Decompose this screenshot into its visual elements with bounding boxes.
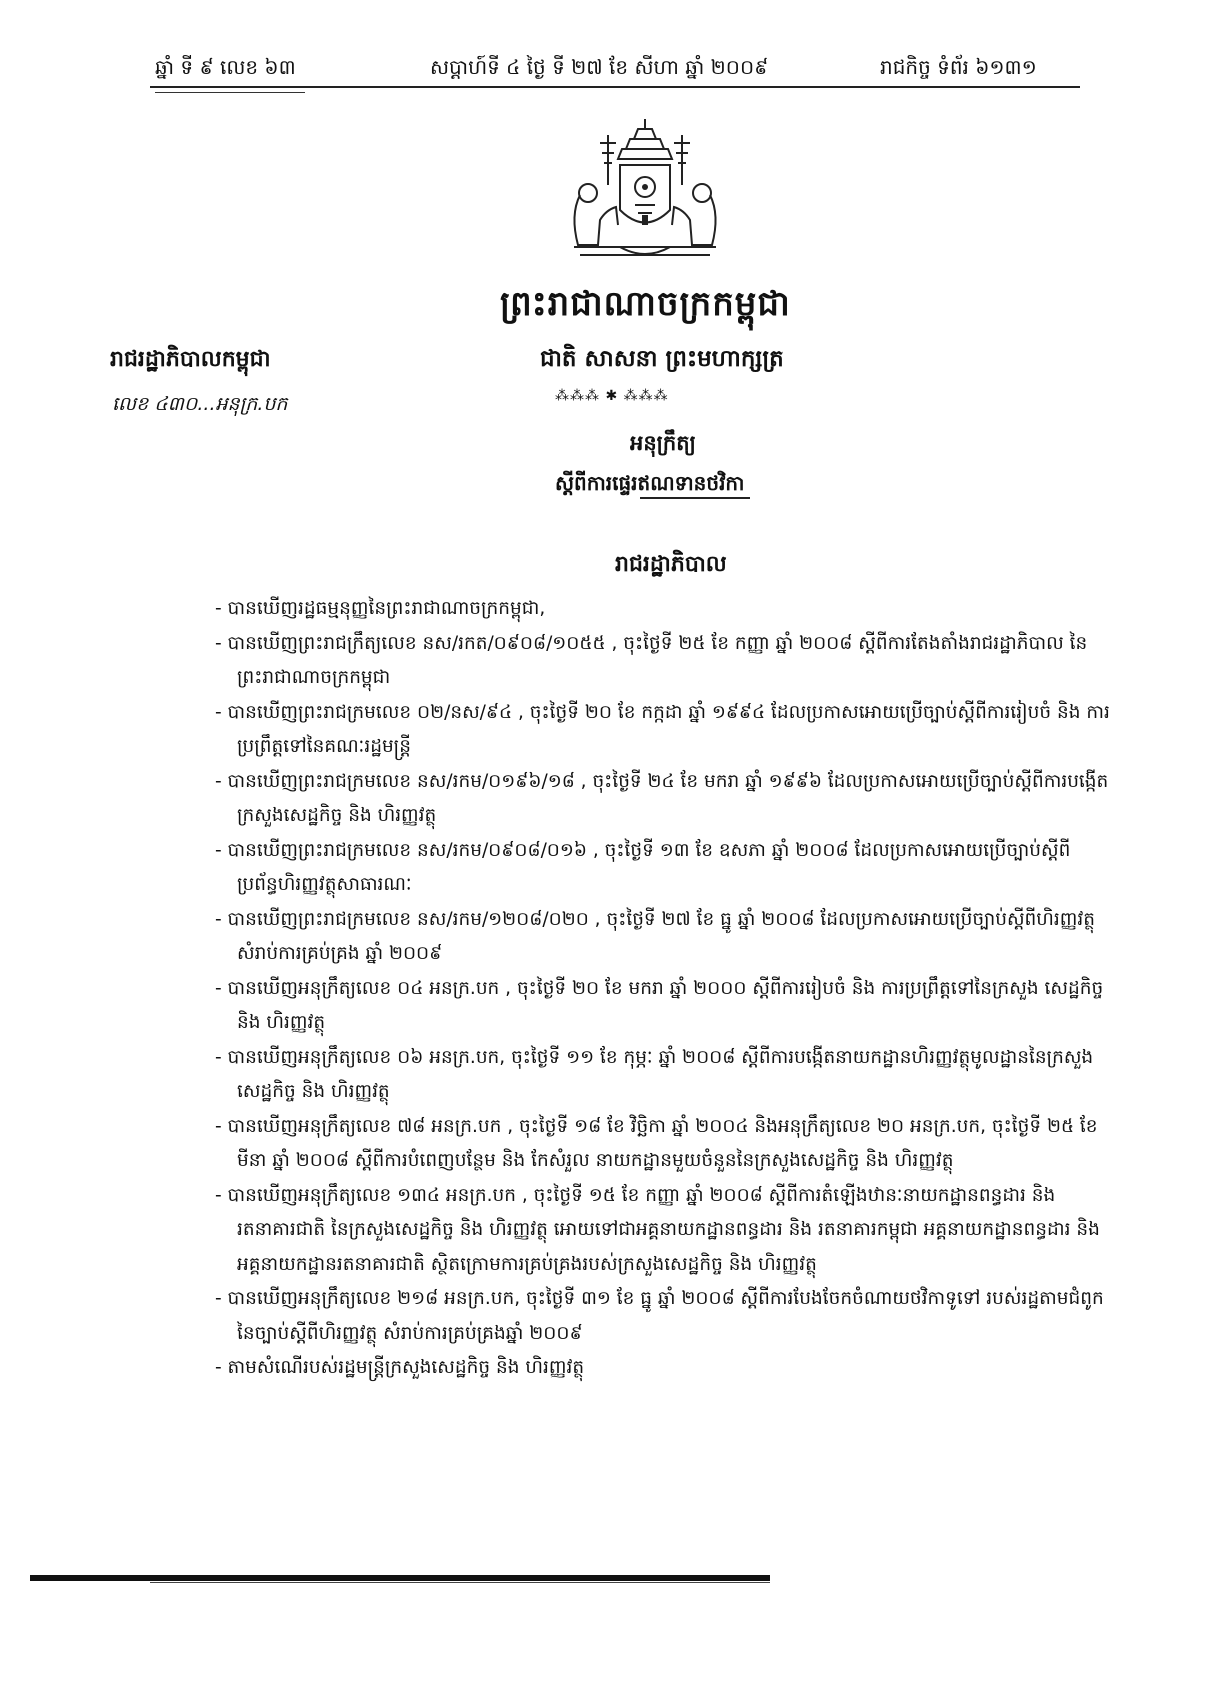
decree-number: លេខ ៤៣០...អនុក្រ.បក — [112, 393, 288, 415]
list-item: - បានឃើញអនុក្រឹត្យលេខ ៧៨ អនក្រ.បក , ចុះថ្ងៃទី ១៨ ខែ វិច្ឆិកា ឆ្នាំ ២០០៤ និងអនុក្រឹត្យលេខ ២០ អនក្រ.បក, ចុះថ្ងៃទី ២៥ ខែ មីនា ឆ្នាំ ២០០៨ ស្តីពីការបំពេញបន្ថែម និង កែសំរួល នាយកដ្ឋានមួយចំនួននៃក្រសួងសេដ្ឋកិច្ច និង ហិរញ្ញវត្ថុ — [215, 1115, 1098, 1171]
header-underline — [155, 92, 305, 93]
considerations-list — [215, 592, 1115, 1386]
list-item: - បានឃើញព្រះរាជក្រមលេខ ០២/នស/៩៤ , ចុះថ្ងៃទី ២០ ខែ កក្កដា ឆ្នាំ ១៩៩៤ ដែលប្រកាសអោយប្រើច្បាប់ស្តីពីការរៀបចំ និង ការប្រព្រឹត្តទៅនៃគណៈរដ្ឋមន្ត្រី — [215, 701, 1110, 757]
list-item: - បានឃើញអនុក្រឹត្យលេខ ២១៨ អនក្រ.បក, ចុះថ្ងៃទី ៣១ ខែ ធ្នូ ឆ្នាំ ២០០៨ ស្តីពីការបែងចែកចំណាយថវិកាទូទៅ របស់រដ្ឋតាមជំពូកនៃច្បាប់ស្តីពីហិរញ្ញវត្ថុ សំរាប់ការគ្រប់គ្រងឆ្នាំ ២០០៩ — [215, 1288, 1104, 1344]
royal-coat-of-arms-icon — [560, 115, 730, 265]
gazette-issue-label: ឆ្នាំ ទី ៩ លេខ ៦៣ — [155, 55, 296, 79]
list-item: - បានឃើញអនុក្រឹត្យលេខ ០៤ អនក្រ.បក , ចុះថ្ងៃទី ២០ ខែ មករា ឆ្នាំ ២០០០ ស្តីពីការរៀបចំ និង ការប្រព្រឹត្តទៅនៃក្រសួង សេដ្ឋកិច្ច និង ហិរញ្ញវត្ថុ — [215, 977, 1104, 1033]
footer-rule — [30, 1575, 770, 1581]
kingdom-title: ព្រះរាជាណាចក្រកម្ពុជា — [500, 284, 791, 324]
document-title: ស្តីពីការផ្ទេរឥណទានថវិកា — [555, 471, 745, 495]
list-item: - បានឃើញព្រះរាជក្រឹត្យលេខ នស/រកត/០៩០៨/១០៥៥ , ចុះថ្ងៃទី ២៥ ខែ កញ្ញា ឆ្នាំ ២០០៨ ស្តីពីការតែងតាំងរាជរដ្ឋាភិបាល នៃព្រះរាជាណាចក្រកម្ពុជា — [215, 632, 1088, 688]
document-type: អនុក្រឹត្យ — [630, 431, 696, 455]
issuing-authority: រាជរដ្ឋាភិបាលកម្ពុជា — [110, 347, 271, 372]
list-item: - បានឃើញព្រះរាជក្រមលេខ នស/រកម/១២០៨/០២០ , ចុះថ្ងៃទី ២៧ ខែ ធ្នូ ឆ្នាំ ២០០៨ ដែលប្រកាសអោយប្រើច្បាប់ស្តីពីហិរញ្ញវត្ថុ សំរាប់ការគ្រប់គ្រង ឆ្នាំ ២០០៩ — [215, 908, 1096, 964]
list-item: - បានឃើញអនុក្រឹត្យលេខ ០៦ អនក្រ.បក, ចុះថ្ងៃទី ១១ ខែ កុម្ភៈ ឆ្នាំ ២០០៨ ស្តីពីការបង្កើតនាយកដ្ឋានហិរញ្ញវត្ថុមូលដ្ឋាននៃក្រសួងសេដ្ឋកិច្ច និង ហិរញ្ញវត្ថុ — [215, 1046, 1094, 1102]
list-item: - បានឃើញព្រះរាជក្រមលេខ នស/រកម/០១៩៦/១៨ , ចុះថ្ងៃទី ២៤ ខែ មករា ឆ្នាំ ១៩៩៦ ដែលប្រកាសអោយប្រើច្បាប់ស្តីពីការបង្កើតក្រសួងសេដ្ឋកិច្ច និង ហិរញ្ញវត្ថុ — [215, 770, 1109, 826]
list-item: - បានឃើញរដ្ឋធម្មនុញ្ញនៃព្រះរាជាណាចក្រកម្ពុជា, — [215, 598, 546, 619]
national-motto: ជាតិ សាសនា ព្រះមហាក្សត្រ — [540, 346, 784, 372]
title-underline — [640, 497, 750, 499]
government-heading: រាជរដ្ឋាភិបាល — [615, 552, 727, 577]
gazette-page-label: រាជកិច្ច ទំព័រ ៦១៣១ — [880, 55, 1037, 79]
gazette-date-label: សប្តាហ៍ទី ៤ ថ្ងៃ ទី ២៧ ខែ សីហា ឆ្នាំ ២០០៩ — [430, 55, 769, 79]
list-item: - បានឃើញអនុក្រឹត្យលេខ ១៣៤ អនក្រ.បក , ចុះថ្ងៃទី ១៥ ខែ កញ្ញា ឆ្នាំ ២០០៨ ស្តីពីការតំឡើងឋានៈនាយកដ្ឋានពន្ធដារ និង រតនាគារជាតិ នៃក្រសួងសេដ្ឋកិច្ច និង ហិរញ្ញវត្ថុ អោយទៅជាអគ្គនាយកដ្ឋានពន្ធដារ និង រតនាគារកម្ពុជា អគ្គនាយកដ្ឋានពន្ធដារ និង អគ្គនាយកដ្ឋានរតនាគារជាតិ ស្ថិតក្រោមការគ្រប់គ្រងរបស់ក្រសួងសេដ្ឋកិច្ច និង ហិរញ្ញវត្ថុ — [215, 1184, 1100, 1275]
list-item: - តាមសំណើរបស់រដ្ឋមន្ត្រីក្រសួងសេដ្ឋកិច្ច និង ហិរញ្ញវត្ថុ — [215, 1357, 585, 1378]
footer-thin-rule — [150, 1582, 770, 1583]
header-rule — [150, 86, 1080, 88]
ornament-divider: ⁂⁂⁂ ✱ ⁂⁂⁂ — [555, 388, 669, 404]
list-item: - បានឃើញព្រះរាជក្រមលេខ នស/រកម/០៩០៨/០១៦ , ចុះថ្ងៃទី ១៣ ខែ ឧសភា ឆ្នាំ ២០០៨ ដែលប្រកាសអោយប្រើច្បាប់ស្តីពីប្រព័ន្ធហិរញ្ញវត្ថុសាធារណៈ — [215, 839, 1071, 895]
